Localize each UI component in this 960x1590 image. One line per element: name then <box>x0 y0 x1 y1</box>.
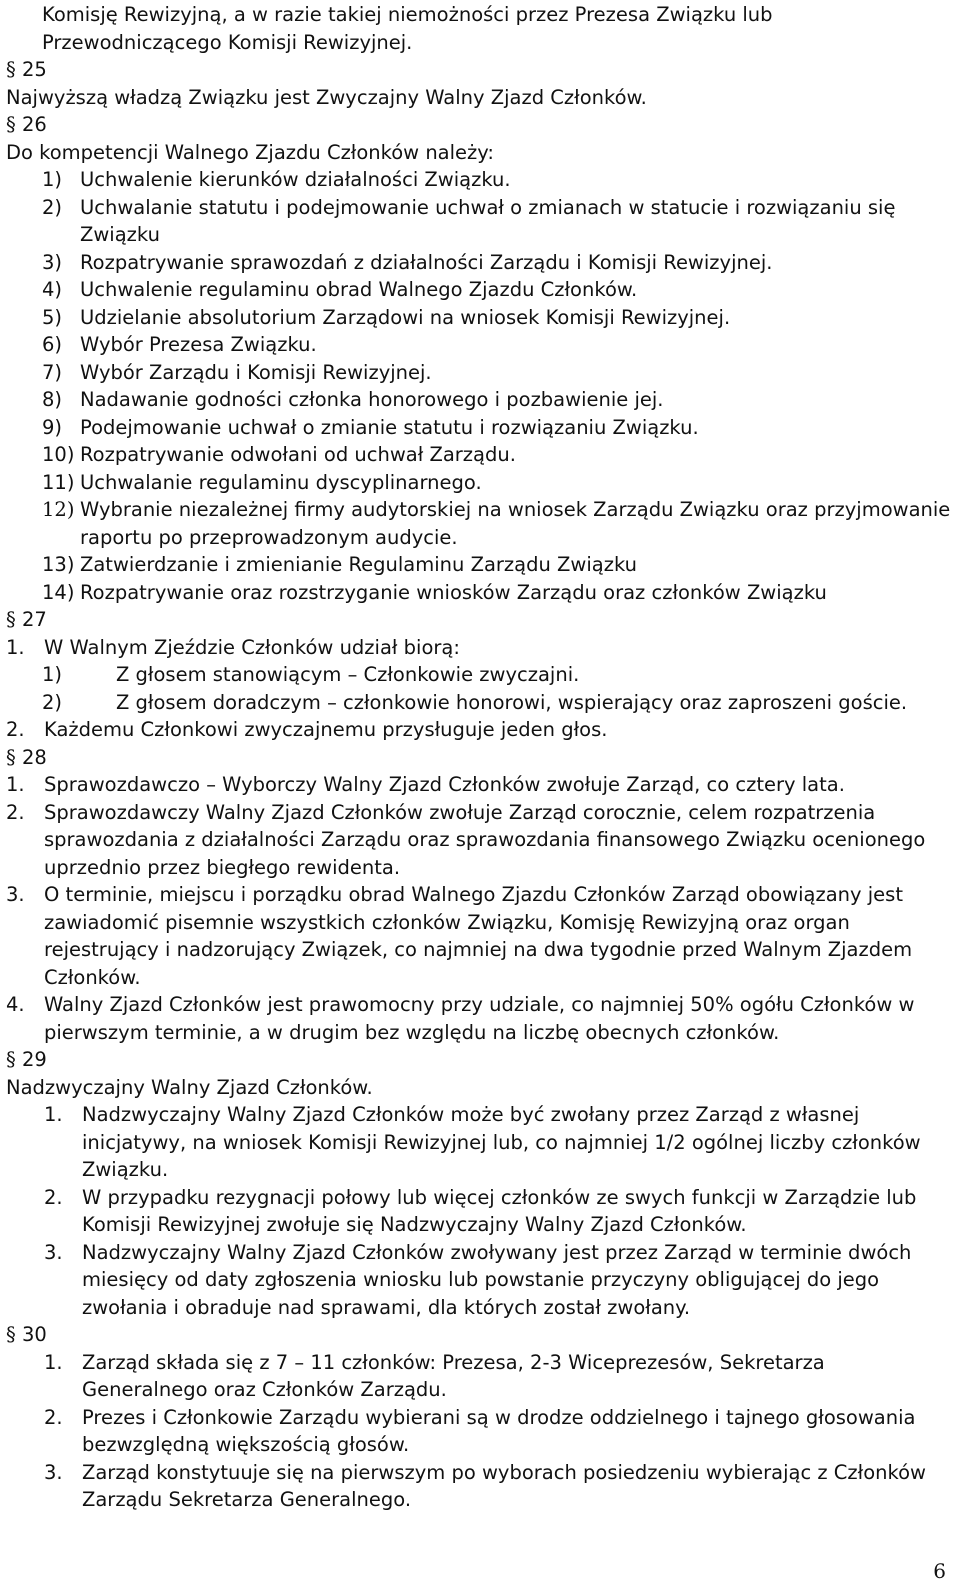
list-item <box>6 386 954 414</box>
list-item-text: Rozpatrywanie odwołani od uchwał Zarządu. <box>80 443 516 466</box>
list-item-text: Zatwierdzanie i zmienianie Regulaminu Zarządu Związku <box>80 553 637 576</box>
list-item-number: 6) <box>42 333 63 356</box>
list-item <box>6 991 954 1046</box>
list-item-number: 3) <box>42 250 63 274</box>
list-item-number: 2) <box>42 690 63 714</box>
document-body <box>6 1 954 1514</box>
list-item <box>6 1404 954 1459</box>
list-item-number: 3. <box>6 883 25 906</box>
section-symbol: § <box>6 113 16 136</box>
list-item <box>6 716 954 744</box>
list-item <box>6 496 954 551</box>
section-symbol: § <box>6 745 16 769</box>
list-item <box>6 799 954 882</box>
section-heading <box>6 1046 954 1074</box>
list-item-number: 1. <box>44 1350 63 1374</box>
list-item-number: 5) <box>42 305 63 329</box>
list-item-text: Uchwalanie statutu i podejmowanie uchwał o zmianach w statucie i rozwiązaniu się Związku <box>80 195 896 246</box>
list-item-number: 2. <box>44 1185 63 1209</box>
list-item-number: 10) <box>42 443 75 466</box>
section-heading <box>6 744 954 772</box>
list-item-number: 1. <box>6 635 25 659</box>
list-item <box>6 661 954 689</box>
list-item-number: 7) <box>42 360 63 384</box>
list-item-text: Prezes i Członkowie Zarządu wybierani są w drodze oddzielnego i tajnego głosowania bezwzględną większością głosów. <box>82 1405 916 1456</box>
list-item-text: Nadzwyczajny Walny Zjazd Członków zwoływany jest przez Zarząd w terminie dwóch miesięcy od daty zgłoszenia wniosku lub powstanie przyczyny obligującej do jego zwołania i obraduje nad sprawami, dla których został zwołany. <box>82 1240 912 1319</box>
list-item <box>6 359 954 387</box>
paragraph-line: Do kompetencji Walnego Zjazdu Członków należy: <box>6 140 494 164</box>
list-item-text: Sprawozdawczo – Wyborczy Walny Zjazd Członków zwołuje Zarząd, co cztery lata. <box>44 773 845 796</box>
list-item-text: W przypadku rezygnacji połowy lub więcej członków ze swych funkcji w Zarządzie lub Komisji Rewizyjnej zwołuje się Nadzwyczajny Walny Zjazd Członków. <box>82 1185 917 1236</box>
list-item-text: Walny Zjazd Członków jest prawomocny przy udziale, co najmniej 50% ogółu Członków w pierwszym terminie, a w drugim bez względu na liczbę obecnych członków. <box>44 993 915 1044</box>
section-number: 25 <box>15 58 47 81</box>
list-item-number: 2. <box>6 718 25 741</box>
list-item-number: 3. <box>44 1460 63 1484</box>
list-item-text: Wybór Prezesa Związku. <box>80 333 317 356</box>
list-item <box>6 1459 954 1514</box>
list-item <box>6 441 954 469</box>
section-heading <box>6 56 954 84</box>
section-number: 26 <box>15 113 47 136</box>
list-item-number: 1. <box>44 1103 63 1126</box>
list-item-number: 1. <box>6 773 25 796</box>
list-item <box>6 414 954 442</box>
list-item <box>6 689 954 717</box>
section-number: 28 <box>15 745 47 769</box>
list-item-number: 1) <box>42 168 63 191</box>
list-item-number: 4) <box>42 278 63 301</box>
section-heading <box>6 111 954 139</box>
list-item-number: 14) <box>42 580 75 604</box>
section-heading <box>6 1321 954 1349</box>
list-item <box>6 1239 954 1322</box>
list-item-number: 9) <box>42 415 63 439</box>
list-item-text: Nadzwyczajny Walny Zjazd Członków może być zwołany przez Zarząd z własnej inicjatywy, na wniosek Komisji Rewizyjnej lub, co najmniej 1/2 ogólnej liczby członków Związku. <box>82 1103 921 1181</box>
list-item-text: Uchwalenie regulaminu obrad Walnego Zjazdu Członków. <box>80 278 638 301</box>
list-item-number: 2) <box>42 195 63 219</box>
list-item-text: Zarząd składa się z 7 – 11 członków: Prezesa, 2-3 Wiceprezesów, Sekretarza Generalnego oraz Członków Zarządu. <box>82 1350 825 1401</box>
list-item-number: 12) <box>42 498 75 521</box>
paragraph-line: Przewodniczącego Komisji Rewizyjnej. <box>42 30 413 54</box>
list-item-text: Rozpatrywanie sprawozdań z działalności Zarządu i Komisji Rewizyjnej. <box>80 250 773 274</box>
list-item-text: Zarząd konstytuuje się na pierwszym po wyborach posiedzeniu wybierając z Członków Zarządu Sekretarza Generalnego. <box>82 1460 926 1511</box>
list-item <box>6 551 954 579</box>
list-item <box>6 579 954 607</box>
list-item-number: 2. <box>44 1405 63 1429</box>
list-item-text: Wybranie niezależnej firmy audytorskiej na wniosek Zarządu Związku oraz przyjmowanie raportu po przeprowadzonym audycie. <box>80 498 951 549</box>
list-item-text: Podejmowanie uchwał o zmianie statutu i rozwiązaniu Związku. <box>80 415 699 439</box>
list-item <box>6 249 954 277</box>
paragraph-line: Komisję Rewizyjną, a w razie takiej niemożności przez Prezesa Związku lub <box>42 3 773 26</box>
list-item <box>6 194 954 249</box>
list-item-text: Sprawozdawczy Walny Zjazd Członków zwołuje Zarząd corocznie, celem rozpatrzenia sprawozdania z działalności Zarządu oraz sprawozdania finansowego Związku ocenionego uprzednio przez biegłego rewidenta. <box>44 800 926 879</box>
list-item <box>6 1349 954 1404</box>
page-number: 6 <box>933 1559 946 1583</box>
section-symbol: § <box>6 1048 16 1071</box>
list-item-number: 13) <box>42 553 75 576</box>
list-item <box>6 276 954 304</box>
list-item-text: O terminie, miejscu i porządku obrad Walnego Zjazdu Członków Zarząd obowiązany jest zawiadomić pisemnie wszystkich członków Związku, Komisję Rewizyjną oraz organ rejestrujący i nadzorujący Związek, co najmniej na dwa tygodnie przed Walnym Zjazdem Członków. <box>44 883 913 989</box>
list-item-text: Uchwalanie regulaminu dyscyplinarnego. <box>80 470 482 494</box>
list-item-number: 1) <box>42 663 63 686</box>
list-item-text: Wybór Zarządu i Komisji Rewizyjnej. <box>80 360 432 384</box>
list-item <box>6 166 954 194</box>
list-item-text: Udzielanie absolutorium Zarządowi na wniosek Komisji Rewizyjnej. <box>80 305 731 329</box>
list-item <box>6 881 954 991</box>
list-item <box>6 304 954 332</box>
list-item <box>6 771 954 799</box>
list-item-number: 8) <box>42 388 63 411</box>
section-symbol: § <box>6 58 16 81</box>
list-item <box>6 469 954 497</box>
list-item-text: Z głosem doradczym – członkowie honorowi, wspierający oraz zaproszeni goście. <box>116 690 908 714</box>
list-item-text: Uchwalenie kierunków działalności Związku. <box>80 168 511 191</box>
list-item-text: Nadawanie godności członka honorowego i pozbawienie jej. <box>80 388 664 411</box>
list-item-text: W Walnym Zjeździe Członków udział biorą: <box>44 635 460 659</box>
list-item-number: 3. <box>44 1240 63 1264</box>
list-item-number: 2. <box>6 800 25 824</box>
list-item <box>6 1184 954 1239</box>
list-item-text: Rozpatrywanie oraz rozstrzyganie wniosków Zarządu oraz członków Związku <box>80 580 827 604</box>
list-item-number: 4. <box>6 993 25 1016</box>
list-item-text: Z głosem stanowiącym – Członkowie zwyczajni. <box>116 663 580 686</box>
section-heading <box>6 606 954 634</box>
list-item <box>6 634 954 662</box>
section-number: 27 <box>15 608 47 631</box>
section-number: 29 <box>15 1048 47 1071</box>
section-symbol: § <box>6 1323 16 1346</box>
paragraph-line: Najwyższą władzą Związku jest Zwyczajny Walny Zjazd Członków. <box>6 85 647 109</box>
section-number: 30 <box>15 1323 47 1346</box>
section-symbol: § <box>6 608 16 631</box>
list-item-text: Każdemu Członkowi zwyczajnemu przysługuje jeden głos. <box>44 718 608 741</box>
list-item-number: 11) <box>42 470 75 494</box>
paragraph-line: Nadzwyczajny Walny Zjazd Członków. <box>6 1075 373 1099</box>
list-item <box>6 1101 954 1184</box>
list-item <box>6 331 954 359</box>
